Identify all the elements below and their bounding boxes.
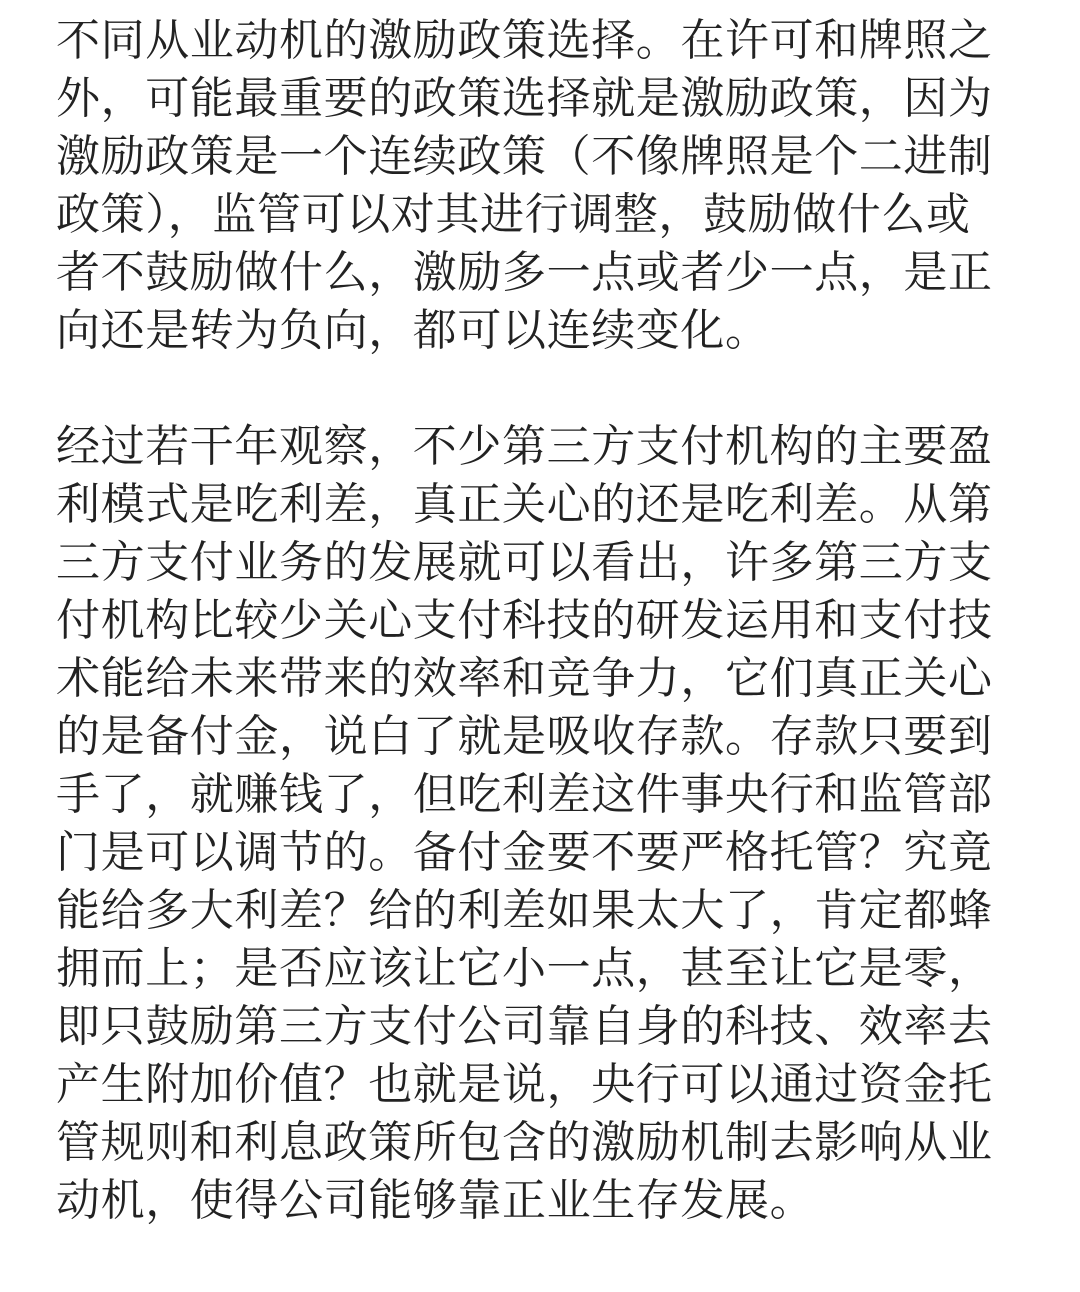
text-line: 利模式是吃利差，真正关心的还是吃利差。从第	[56, 479, 993, 530]
text-line: 手了，就赚钱了，但吃利差这件事央行和监管部	[56, 769, 993, 820]
text-line: 外，可能最重要的政策选择就是激励政策，因为	[56, 73, 993, 124]
text-line: 的是备付金，说白了就是吸收存款。存款只要到	[56, 711, 993, 762]
text-line: 三方支付业务的发展就可以看出，许多第三方支	[56, 537, 993, 588]
text-line: 即只鼓励第三方支付公司靠自身的科技、效率去	[56, 1001, 993, 1052]
text-line: 付机构比较少关心支付科技的研发运用和支付技	[56, 595, 993, 646]
text-line: 经过若干年观察，不少第三方支付机构的主要盈	[56, 421, 993, 472]
text-line: 能给多大利差？给的利差如果太大了，肯定都蜂	[56, 885, 993, 936]
text-line: 政策），监管可以对其进行调整，鼓励做什么或	[56, 189, 971, 240]
text-line: 术能给未来带来的效率和竞争力，它们真正关心	[56, 653, 993, 704]
text-line: 拥而上；是否应该让它小一点，甚至让它是零，	[56, 943, 993, 994]
text-line: 不同从业动机的激励政策选择。在许可和牌照之	[56, 15, 993, 66]
text-line: 产生附加价值？也就是说，央行可以通过资金托	[56, 1059, 993, 1110]
paragraph-gap	[56, 360, 1030, 418]
text-line: 向还是转为负向，都可以连续变化。	[56, 305, 770, 356]
text-line: 管规则和利息政策所包含的激励机制去影响从业	[56, 1117, 993, 1168]
paragraph-incentive-policy	[56, 12, 1030, 360]
text-line: 动机，使得公司能够靠正业生存发展。	[56, 1175, 815, 1226]
paragraph-third-party-payment	[56, 418, 1030, 1230]
text-line: 者不鼓励做什么，激励多一点或者少一点，是正	[56, 247, 993, 298]
text-line: 激励政策是一个连续政策（不像牌照是个二进制	[56, 131, 993, 182]
text-line: 门是可以调节的。备付金要不要严格托管？究竟	[56, 827, 993, 878]
